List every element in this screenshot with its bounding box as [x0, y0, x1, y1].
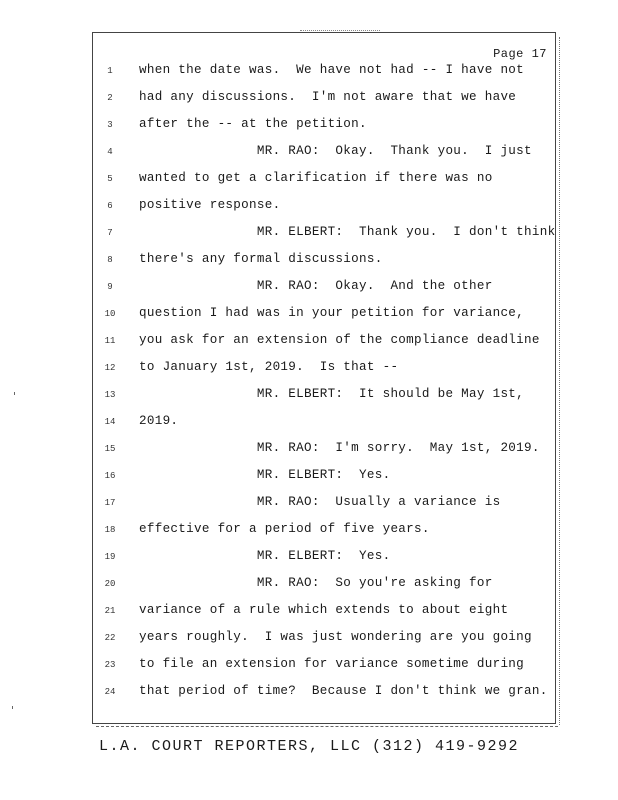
line-number: 23	[104, 660, 116, 670]
line-text: MR. RAO: So you're asking for	[139, 576, 493, 590]
line-text: MR. RAO: Okay. And the other	[139, 279, 493, 293]
transcript-line	[93, 169, 553, 196]
transcript-line	[93, 331, 553, 358]
line-number: 1	[107, 66, 113, 76]
transcript-line	[93, 196, 553, 223]
transcript-line	[93, 493, 553, 520]
line-text: years roughly. I was just wondering are you going	[139, 630, 532, 644]
line-text: to January 1st, 2019. Is that --	[139, 360, 399, 374]
line-number: 15	[104, 444, 116, 454]
line-text: MR. ELBERT: Thank you. I don't think	[139, 225, 556, 239]
line-text: you ask for an extension of the compliance deadline	[139, 333, 540, 347]
line-text: that period of time? Because I don't think we gran.	[139, 684, 548, 698]
transcript-line	[93, 412, 553, 439]
line-text: MR. ELBERT: Yes.	[139, 549, 391, 563]
line-text: question I had was in your petition for variance,	[139, 306, 525, 320]
line-number: 6	[107, 201, 113, 211]
line-number: 19	[104, 552, 116, 562]
transcript-page	[92, 32, 556, 724]
transcript-line	[93, 223, 556, 250]
court-reporter-footer: L.A. COURT REPORTERS, LLC (312) 419-9292	[98, 738, 520, 755]
line-number: 12	[104, 363, 116, 373]
line-number: 18	[104, 525, 116, 535]
line-number: 10	[104, 309, 116, 319]
transcript-line	[93, 547, 553, 574]
scan-speck	[12, 706, 13, 709]
line-number: 20	[104, 579, 116, 589]
transcript-line	[93, 520, 553, 547]
line-text: when the date was. We have not had -- I have not	[139, 63, 525, 77]
transcript-line	[93, 88, 553, 115]
line-number: 8	[107, 255, 113, 265]
line-number: 2	[107, 93, 113, 103]
transcript-line	[93, 250, 553, 277]
transcript-line	[93, 358, 553, 385]
line-text: MR. RAO: I'm sorry. May 1st, 2019.	[139, 441, 540, 455]
line-text: MR. ELBERT: Yes.	[139, 468, 391, 482]
line-number: 5	[107, 174, 113, 184]
line-number: 14	[104, 417, 116, 427]
transcript-line	[93, 142, 553, 169]
line-text: after the -- at the petition.	[139, 117, 367, 131]
transcript-line	[93, 655, 553, 682]
line-text: effective for a period of five years.	[139, 522, 430, 536]
transcript-line	[93, 115, 553, 142]
line-number: 9	[107, 282, 113, 292]
transcript-line	[93, 385, 553, 412]
line-text: there's any formal discussions.	[139, 252, 383, 266]
line-text: to file an extension for variance sometime during	[139, 657, 525, 671]
scan-artifact	[96, 726, 558, 727]
line-text: MR. RAO: Usually a variance is	[139, 495, 501, 509]
transcript-line	[93, 277, 553, 304]
line-number: 21	[104, 606, 116, 616]
transcript-line	[93, 61, 553, 88]
transcript-line	[93, 628, 553, 655]
line-text: wanted to get a clarification if there was no	[139, 171, 493, 185]
transcript-line	[93, 439, 553, 466]
line-text: had any discussions. I'm not aware that we have	[139, 90, 517, 104]
transcript-line	[93, 682, 553, 709]
line-number: 11	[104, 336, 116, 346]
scan-speck	[14, 392, 15, 395]
line-number: 22	[104, 633, 116, 643]
line-text: MR. RAO: Okay. Thank you. I just	[139, 144, 532, 158]
transcript-line	[93, 304, 553, 331]
line-text: MR. ELBERT: It should be May 1st,	[139, 387, 525, 401]
line-text: positive response.	[139, 198, 281, 212]
line-number: 16	[104, 471, 116, 481]
line-number: 7	[107, 228, 113, 238]
line-text: 2019.	[139, 414, 179, 428]
line-number: 3	[107, 120, 113, 130]
line-number: 17	[104, 498, 116, 508]
line-text: variance of a rule which extends to about eight	[139, 603, 509, 617]
line-number: 13	[104, 390, 116, 400]
line-number: 4	[107, 147, 113, 157]
line-number: 24	[104, 687, 116, 697]
page-number: Page 17	[493, 47, 547, 61]
transcript-line	[93, 466, 553, 493]
transcript-line	[93, 574, 553, 601]
transcript-line	[93, 601, 553, 628]
scan-artifact	[300, 30, 380, 31]
